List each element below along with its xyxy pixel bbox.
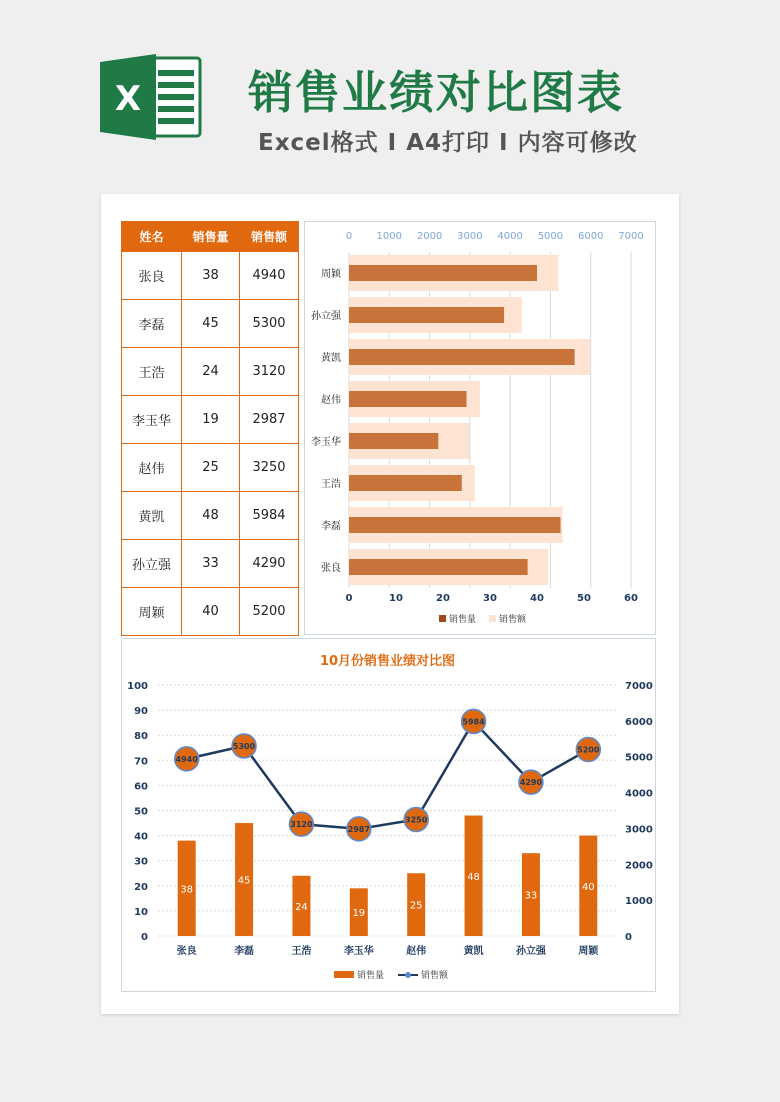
cell-amount[interactable]: 2987: [240, 396, 299, 444]
bar-data-label: 33: [524, 890, 538, 902]
cell-name[interactable]: 周颖: [122, 588, 182, 636]
cell-name[interactable]: 张良: [122, 252, 182, 300]
left-axis-tick-label: 70: [134, 756, 148, 768]
left-axis-tick-label: 80: [134, 731, 148, 743]
page-header: [0, 0, 780, 190]
line-data-label: 5984: [462, 717, 485, 727]
cell-qty[interactable]: 40: [182, 588, 240, 636]
legend-label-qty: 销售量: [357, 971, 385, 981]
top-axis-tick-label: 4000: [497, 231, 523, 242]
bar-data-label: 25: [409, 900, 423, 912]
top-axis-tick-label: 2000: [416, 231, 443, 242]
right-axis-tick-label: 3000: [625, 824, 653, 836]
column-header-amount: 销售额: [240, 222, 299, 252]
column-header-name: 姓名: [122, 222, 182, 252]
right-axis-tick-label: 7000: [625, 681, 653, 692]
cell-qty[interactable]: 25: [182, 444, 240, 492]
left-axis-tick-label: 60: [134, 781, 148, 793]
bar-sales-qty: [349, 559, 528, 575]
category-label: 张良: [321, 563, 341, 574]
table-row: [122, 444, 299, 492]
bar-sales-qty: [349, 349, 575, 365]
legend-swatch-qty: [334, 971, 354, 978]
bar-data-label: 48: [467, 871, 480, 883]
category-label: 孙立强: [311, 311, 341, 322]
column-header-qty: 销售量: [182, 222, 240, 252]
cell-amount[interactable]: 5984: [240, 492, 299, 540]
bottom-axis-tick-label: 50: [577, 593, 591, 604]
left-axis-tick-label: 10: [134, 906, 148, 918]
left-axis-tick-label: 40: [134, 831, 148, 843]
cell-amount[interactable]: 4940: [240, 252, 299, 300]
bottom-axis-tick-label: 20: [436, 593, 450, 604]
category-label: 孙立强: [515, 946, 546, 957]
table-header-row: [122, 222, 299, 252]
left-axis-tick-label: 50: [134, 806, 148, 818]
right-axis-tick-label: 4000: [625, 788, 653, 800]
bar-sales-qty: [349, 517, 561, 533]
bottom-axis-tick-label: 40: [530, 593, 544, 604]
line-data-label: 5300: [232, 741, 256, 751]
left-axis-tick-label: 20: [134, 881, 148, 893]
line-data-label: 3120: [290, 820, 313, 830]
bar-data-label: 40: [581, 881, 595, 893]
line-data-label: 4290: [519, 778, 543, 788]
category-label: 李玉华: [311, 437, 341, 448]
bar-data-label: 19: [352, 908, 366, 920]
cell-amount[interactable]: 3250: [240, 444, 299, 492]
category-label: 黄凯: [463, 946, 484, 957]
cell-qty[interactable]: 48: [182, 492, 240, 540]
bottom-axis-tick-label: 60: [624, 593, 638, 604]
category-label: 赵伟: [406, 946, 427, 957]
cell-amount[interactable]: 4290: [240, 540, 299, 588]
line-data-label: 3250: [405, 815, 428, 825]
left-axis-tick-label: 90: [134, 706, 148, 718]
right-axis-tick-label: 6000: [625, 716, 653, 728]
cell-name[interactable]: 黄凯: [122, 492, 182, 540]
bar-sales-qty: [349, 433, 438, 449]
top-axis-tick-label: 0: [345, 231, 353, 242]
top-axis-tick-label: 3000: [457, 231, 483, 242]
bar-data-label: 24: [295, 901, 308, 913]
horizontal-bar-chart: [305, 222, 655, 634]
top-axis-tick-label: 1000: [376, 231, 403, 242]
cell-name[interactable]: 赵伟: [122, 444, 182, 492]
bar-data-label: 38: [180, 884, 194, 896]
bottom-axis-tick-label: 10: [389, 593, 403, 604]
bar-sales-qty: [349, 307, 504, 323]
right-axis-tick-label: 0: [625, 932, 632, 943]
legend-label-amount: 销售额: [499, 615, 527, 625]
left-axis-tick-label: 100: [127, 681, 148, 692]
top-axis-tick-label: 5000: [537, 231, 564, 242]
cell-qty[interactable]: 45: [182, 300, 240, 348]
excel-logo-icon: [98, 52, 204, 142]
top-axis-tick-label: 7000: [618, 231, 644, 242]
cell-qty[interactable]: 19: [182, 396, 240, 444]
table-row: [122, 396, 299, 444]
legend-label-qty: 销售量: [449, 615, 477, 625]
legend-swatch-qty: [439, 615, 446, 622]
bar-sales-qty: [349, 391, 467, 407]
page-title: 销售业绩对比图表: [248, 66, 625, 119]
bar-data-label: 45: [237, 875, 251, 887]
category-label: 李磊: [321, 521, 341, 532]
left-axis-tick-label: 30: [134, 856, 148, 868]
cell-name[interactable]: 李磊: [122, 300, 182, 348]
line-data-label: 5200: [577, 745, 600, 755]
cell-amount[interactable]: 5200: [240, 588, 299, 636]
right-axis-tick-label: 2000: [625, 860, 653, 872]
category-label: 王浩: [291, 946, 312, 957]
cell-amount[interactable]: 3120: [240, 348, 299, 396]
cell-amount[interactable]: 5300: [240, 300, 299, 348]
bottom-axis-tick-label: 0: [345, 593, 353, 604]
legend-swatch-amount: [489, 615, 496, 622]
combo-bar-line-chart: [122, 639, 655, 991]
cell-qty[interactable]: 24: [182, 348, 240, 396]
category-label: 赵伟: [321, 395, 341, 406]
table-row: [122, 540, 299, 588]
category-label: 周颖: [578, 946, 599, 957]
top-axis-tick-label: 6000: [577, 231, 604, 242]
cell-name[interactable]: 王浩: [122, 348, 182, 396]
cell-name[interactable]: 孙立强: [122, 540, 182, 588]
category-label: 黄凯: [321, 353, 341, 364]
table-row: [122, 348, 299, 396]
category-label: 王浩: [321, 479, 341, 490]
sales-table: [121, 221, 299, 636]
page-subtitle: Excel格式 I A4打印 I 内容可修改: [258, 130, 638, 156]
right-axis-tick-label: 1000: [625, 896, 653, 908]
cell-qty[interactable]: 33: [182, 540, 240, 588]
combo-chart-frame: [121, 638, 656, 992]
legend-swatch-marker: [405, 972, 411, 978]
bar-sales-qty: [349, 265, 537, 281]
left-axis-tick-label: 0: [141, 932, 148, 943]
table-row: [122, 588, 299, 636]
category-label: 李磊: [234, 946, 255, 957]
category-label: 李玉华: [343, 946, 374, 957]
right-axis-tick-label: 5000: [625, 752, 653, 764]
table-row: [122, 300, 299, 348]
legend-label-amount: 销售额: [421, 971, 449, 981]
cell-qty[interactable]: 38: [182, 252, 240, 300]
bar-sales-qty: [349, 475, 462, 491]
bottom-axis-tick-label: 30: [483, 593, 497, 604]
category-label: 张良: [176, 946, 197, 957]
table-row: [122, 252, 299, 300]
chart-title: 10月份销售业绩对比图: [319, 654, 456, 669]
line-data-label: 4940: [175, 754, 198, 764]
cell-name[interactable]: 李玉华: [122, 396, 182, 444]
line-data-label: 2987: [347, 824, 370, 834]
table-row: [122, 492, 299, 540]
category-label: 周颖: [321, 269, 341, 280]
logo-letter: X: [114, 79, 142, 119]
horizontal-chart-frame: [304, 221, 656, 635]
